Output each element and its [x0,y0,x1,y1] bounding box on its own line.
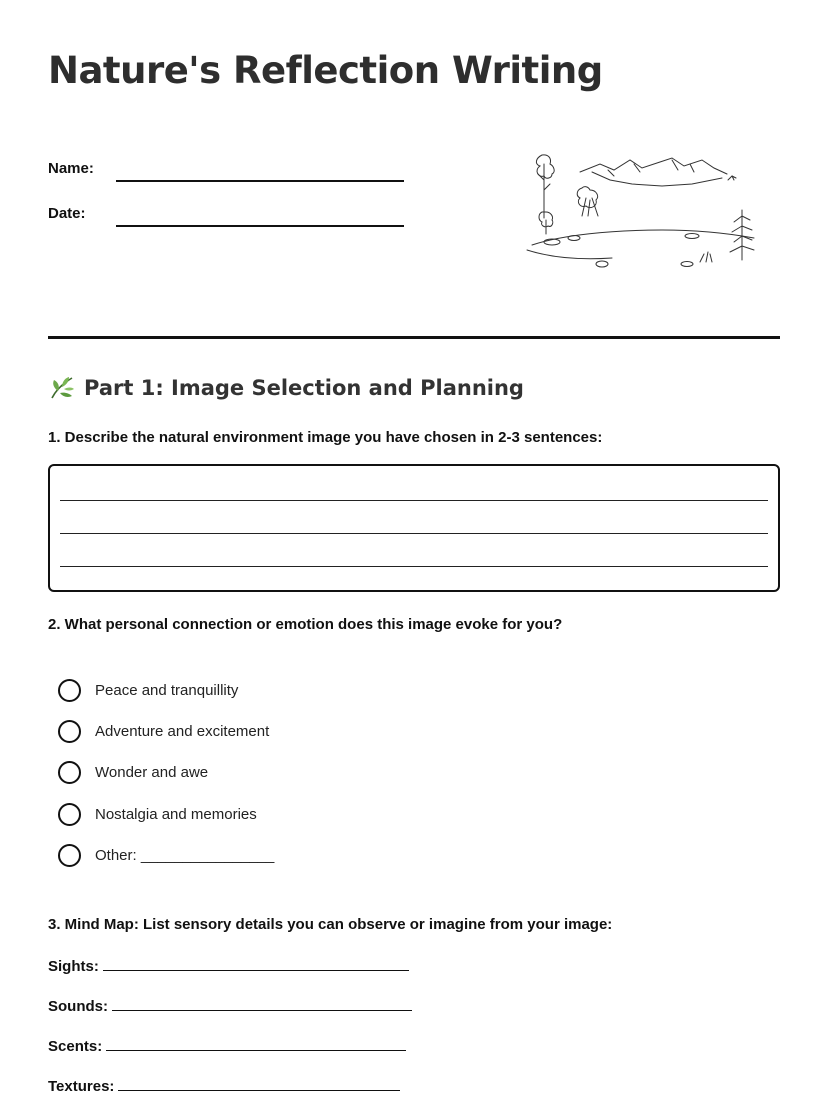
option-label: Nostalgia and memories [95,805,257,823]
question-3: 3. Mind Map: List sensory details you can observe or imagine from your image: [48,916,613,933]
question-2: 2. What personal connection or emotion does this image evoke for you? [48,616,563,633]
radio-button[interactable] [58,679,81,702]
sense-row-scents [48,1036,406,1055]
radio-button[interactable] [58,720,81,743]
radio-button[interactable] [58,761,81,784]
option-label: Wonder and awe [95,763,209,781]
date-label: Date: [48,205,86,222]
answer-box[interactable] [48,464,780,592]
sense-row-textures [48,1076,400,1095]
radio-button[interactable] [58,803,81,826]
sense-label: Sounds: [48,998,108,1015]
answer-line [60,500,768,501]
section-divider [48,336,780,339]
name-label: Name: [48,160,94,177]
option-wonder[interactable] [58,760,208,784]
textures-field[interactable] [118,1076,400,1091]
sights-field[interactable] [103,956,409,971]
answer-line [60,533,768,534]
date-field[interactable] [116,225,404,227]
answer-line [60,566,768,567]
sense-label: Sights: [48,958,99,975]
worksheet-title: Nature's Reflection Writing [48,49,603,92]
landscape-illustration [522,150,762,275]
option-label: Peace and tranquillity [95,681,239,699]
sense-row-sights [48,956,409,975]
part1-title: Part 1: Image Selection and Planning [84,376,524,400]
scents-field[interactable] [106,1036,406,1051]
leaf-icon [48,374,76,402]
option-nostalgia[interactable] [58,802,257,826]
option-peace[interactable] [58,678,238,702]
question-1: 1. Describe the natural environment image you have chosen in 2-3 sentences: [48,429,603,446]
sense-row-sounds [48,996,412,1015]
option-label: Adventure and excitement [95,722,270,740]
part1-heading [48,374,524,402]
radio-button[interactable] [58,844,81,867]
option-other[interactable] [58,843,274,867]
sounds-field[interactable] [112,996,412,1011]
sense-label: Textures: [48,1078,115,1095]
name-field[interactable] [116,180,404,182]
option-adventure[interactable] [58,719,269,743]
sense-label: Scents: [48,1038,103,1055]
option-label: Other: ________________ [95,846,275,864]
